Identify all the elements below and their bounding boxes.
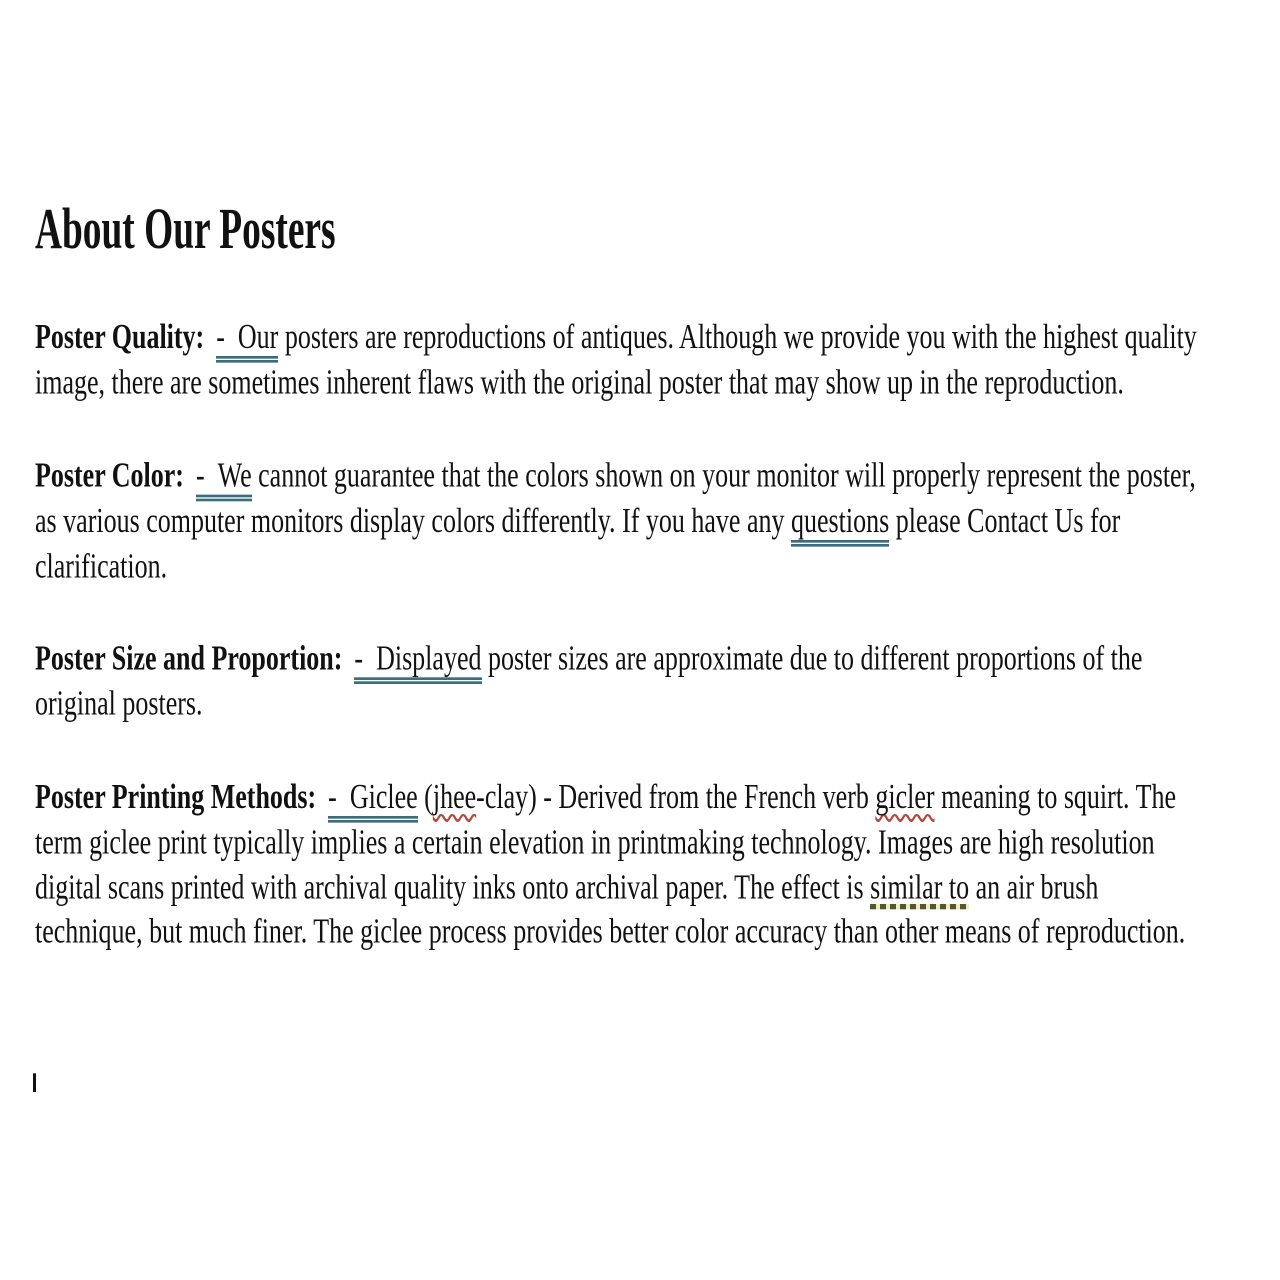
poster-color-questions-link[interactable]: questions — [791, 501, 889, 546]
poster-printing-body-1: ( — [417, 777, 433, 816]
spellcheck-gicler: gicler — [875, 777, 935, 816]
poster-size-link[interactable]: - Displayed — [354, 639, 481, 684]
paragraph-poster-color — [35, 453, 1210, 588]
poster-quality-link[interactable]: - Our — [216, 318, 278, 363]
text-cursor — [33, 1073, 36, 1092]
poster-quality-body: posters are reproductions of antiques. Although we provide you with the highest quality image, there are sometimes inherent flaws with the original poster that may show up in the reproduction. — [35, 317, 1197, 402]
spellcheck-jhee: jhee — [432, 777, 477, 816]
poster-quality-label: Poster Quality: — [35, 317, 205, 357]
page-title-text: About Our Posters — [35, 195, 336, 262]
poster-color-body-2: please Contact Us for clarification. — [35, 501, 1121, 585]
poster-color-link[interactable]: - We — [196, 456, 252, 501]
page-title — [35, 197, 1210, 262]
poster-size-body: poster sizes are approximate due to different proportions of the original posters. — [35, 639, 1143, 723]
grammar-similar-to: similar to — [870, 867, 969, 908]
poster-printing-body-4: an air brush technique, but much finer. The giclee process provides better color accuracy than other means of reproduction. — [35, 867, 1186, 952]
poster-printing-body-3: meaning to squirt. The term giclee print typically implies a certain elevation in printmaking technology. Images are high resolution digital scans printed with archival quality inks onto archival paper. The effect is — [35, 777, 1176, 907]
paragraph-poster-size — [35, 636, 1210, 726]
poster-size-label: Poster Size and Proportion: — [35, 639, 343, 678]
paragraph-poster-printing — [35, 775, 1210, 955]
poster-color-label: Poster Color: — [35, 455, 184, 495]
poster-printing-label: Poster Printing Methods: — [35, 777, 317, 816]
poster-color-body-1: cannot guarantee that the colors shown on your monitor will properly represent the poster, as various computer monitors display colors differently. If you have any — [35, 455, 1196, 540]
poster-printing-link[interactable]: - Giclee — [328, 777, 418, 822]
poster-printing-body-2: -clay) - Derived from the French verb — [476, 777, 876, 816]
paragraph-poster-quality — [35, 315, 1210, 405]
